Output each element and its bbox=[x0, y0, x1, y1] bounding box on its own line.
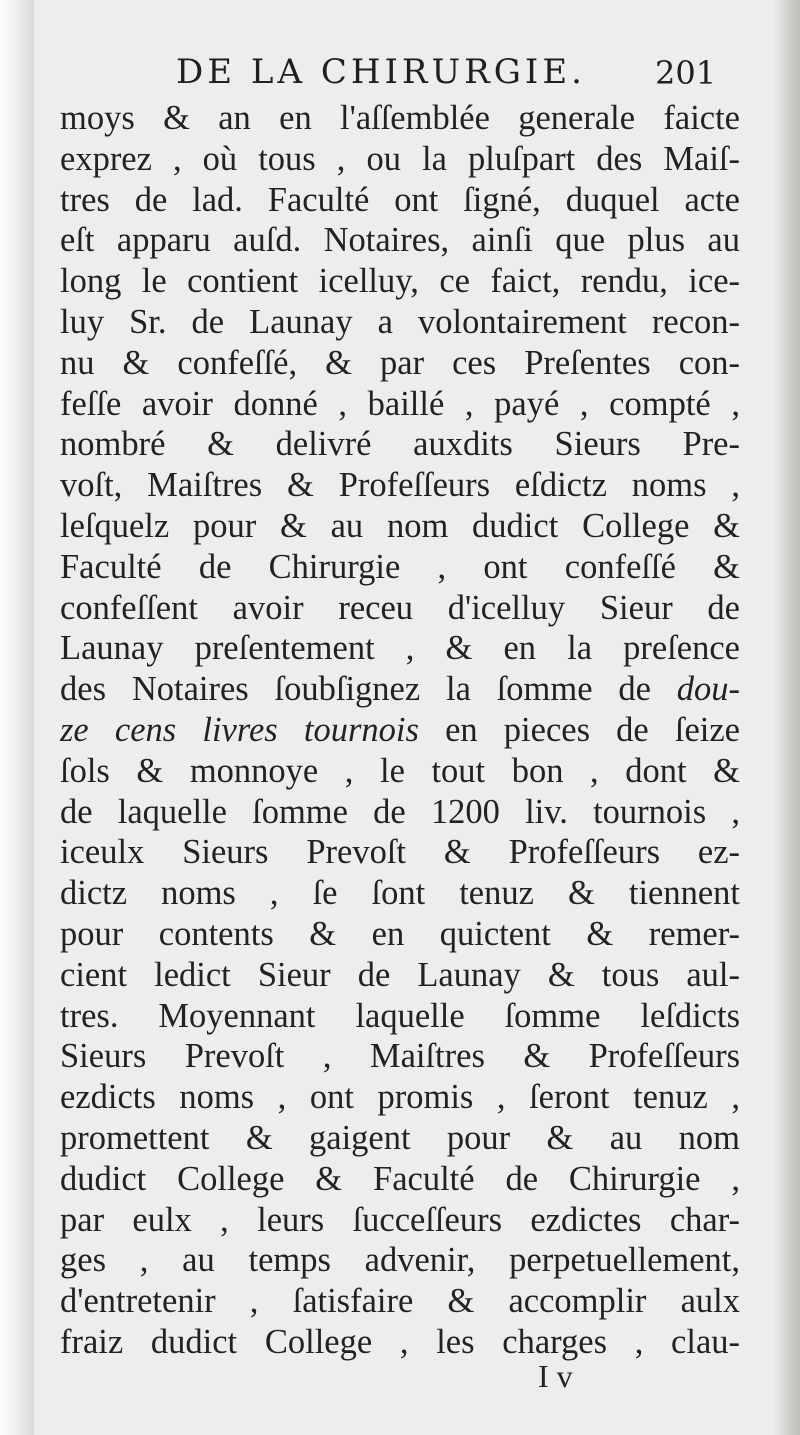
text-line: par eulx , leurs ſucceſſeurs ezdictes char- bbox=[60, 1200, 740, 1239]
text-line: tres. Moyennant laquelle ſomme leſdicts bbox=[60, 996, 740, 1035]
running-head: DE LA CHIRURGIE. bbox=[176, 52, 586, 92]
text-line: luy Sr. de Launay a volontairement recon- bbox=[60, 302, 740, 341]
text-line: fraiz dudict College , les charges , clau- bbox=[60, 1322, 740, 1361]
text-line: des Notaires ſoubſignez la ſomme de dou- bbox=[60, 670, 740, 709]
text-line: pour contents & en quictent & remer- bbox=[60, 914, 740, 953]
text-line: cient ledict Sieur de Launay & tous aul- bbox=[60, 955, 740, 994]
text-line: iceulx Sieurs Prevoſt & Profeſſeurs ez- bbox=[60, 833, 740, 872]
page-number: 201 bbox=[655, 54, 717, 92]
text-line: de laquelle ſomme de 1200 liv. tournois , bbox=[60, 792, 740, 831]
text-line: tres de lad. Faculté ont ſigné, duquel acte bbox=[60, 180, 740, 219]
text-line: eſt apparu auſd. Notaires, ainſi que plus au bbox=[60, 221, 740, 260]
text-line: leſquelz pour & au nom dudict College & bbox=[60, 506, 740, 545]
body-text bbox=[60, 98, 740, 1363]
text-line: moys & an en l'aſſemblée generale faicte bbox=[60, 99, 740, 137]
text-line: ze cens livres tournois en pieces de ſeize bbox=[60, 710, 740, 749]
text-line: feſſe avoir donné , baillé , payé , compté , bbox=[60, 384, 740, 423]
text-line: d'entretenir , ſatisfaire & accomplir aulx bbox=[60, 1282, 740, 1321]
text-line: Launay preſentement , & en la preſence bbox=[60, 629, 740, 668]
text-line: promettent & gaigent pour & au nom bbox=[60, 1118, 740, 1157]
text-line: nombré & delivré auxdits Sieurs Pre- bbox=[60, 425, 740, 464]
text-line: Sieurs Prevoſt , Maiſtres & Profeſſeurs bbox=[60, 1037, 740, 1076]
catchword: I v bbox=[538, 1358, 573, 1394]
text-line: exprez , où tous , ou la pluſpart des Maiſ- bbox=[60, 139, 740, 178]
italic-phrase: ze cens livres tournois bbox=[60, 710, 419, 749]
book-gutter bbox=[0, 0, 34, 1435]
text-line: voſt, Maiſtres & Profeſſeurs eſdictz noms , bbox=[60, 466, 740, 505]
text-line: nu & confeſſé, & par ces Preſentes con- bbox=[60, 343, 740, 382]
text-line: dictz noms , ſe ſont tenuz & tiennent bbox=[60, 874, 740, 913]
page-right-edge bbox=[772, 0, 800, 1435]
text-line: ezdicts noms , ont promis , ſeront tenuz , bbox=[60, 1078, 740, 1117]
text-line: ges , au temps advenir, perpetuellement, bbox=[60, 1241, 740, 1280]
text-line: Faculté de Chirurgie , ont confeſſé & bbox=[60, 547, 740, 586]
italic-phrase: dou- bbox=[676, 670, 740, 709]
text-line: dudict College & Faculté de Chirurgie , bbox=[60, 1159, 740, 1198]
text-line: confeſſent avoir receu d'icelluy Sieur de bbox=[60, 588, 740, 627]
text-line: long le contient icelluy, ce faict, rendu, ice- bbox=[60, 262, 740, 301]
text-line: ſols & monnoye , le tout bon , dont & bbox=[60, 751, 740, 790]
